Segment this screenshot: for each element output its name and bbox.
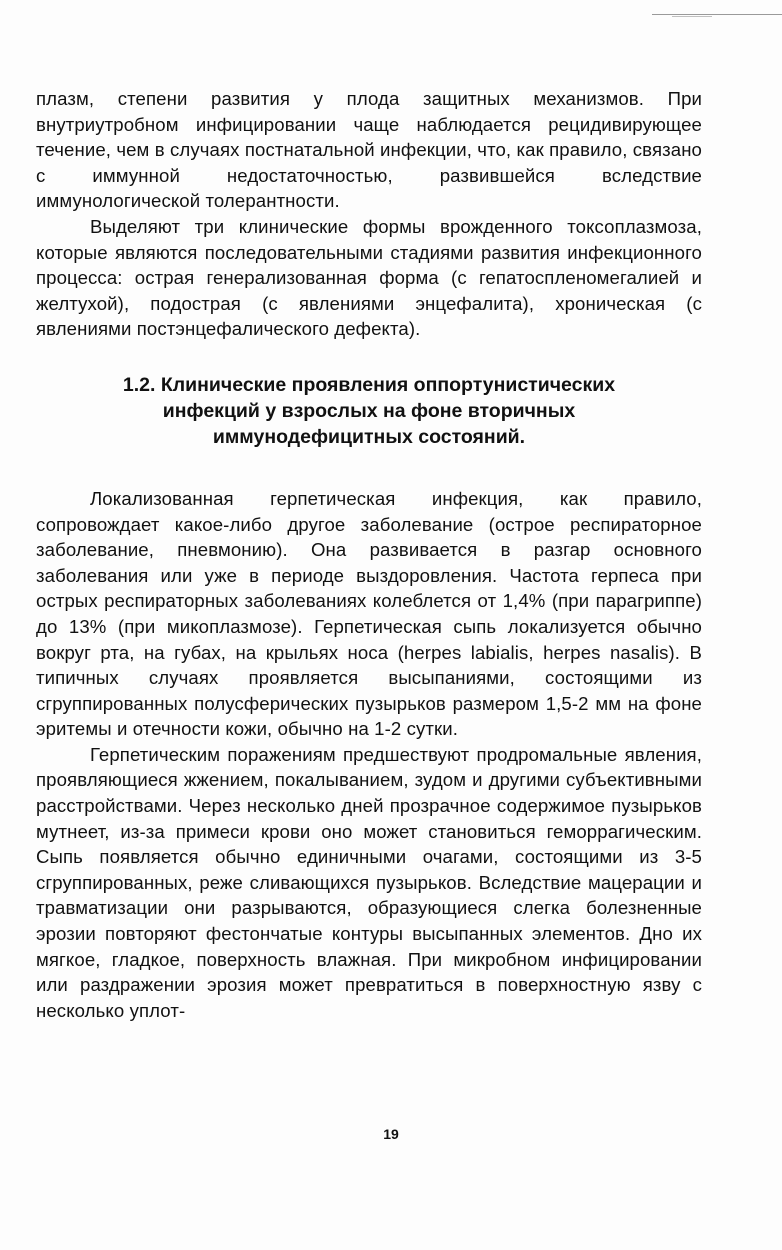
paragraph: Герпетическим поражениям предшествуют продромальные явления, проявляющиеся жжением, покалыванием, зудом и другими субъективными расстройствами. Через несколько дней прозрачное содержимое пузырьков мутнеет, из-за примеси крови оно может становиться геморрагическим. Сыпь появляется обычно единичными очагами, состоящими из 3-5 сгруппированных, реже сливающихся пузырьков. Вследствие мацерации и травматизации они разрываются, образующиеся слегка болезненные эрозии повторяют фестончатые контуры высыпанных элементов. Дно их мягкое, гладкое, поверхность влажная. При микробном инфицировании или раздражении эрозия может превратиться в поверхностную язву с несколько уплот- bbox=[36, 743, 702, 1021]
page-number: 19 bbox=[383, 1126, 399, 1142]
section-heading-line: иммунодефицитных состояний. bbox=[212, 425, 526, 448]
paragraph: Выделяют три клинические формы врожденного токсоплазмоза, которые являются последовательными стадиями развития инфекционного процесса: острая генерализованная форма (с гепатоспленомегалией и желтухой), подострая (с явлениями энцефалита), хроническая (с явлениями постэнцефалического дефекта). bbox=[36, 215, 702, 340]
paragraph: плазм, степени развития у плода защитных механизмов. При внутриутробном инфицировании чаще наблюдается рецидивирующее течение, чем в случаях постнатальной инфекции, что, как правило, связано с иммунной недостаточностью, развившейся вследствие иммунологической толерантности. bbox=[36, 88, 702, 212]
scan-artifact-line bbox=[652, 14, 782, 15]
scan-artifact-line-short bbox=[672, 16, 712, 17]
section-heading bbox=[36, 372, 702, 450]
section-heading-line: инфекций у взрослых на фоне вторичных bbox=[162, 399, 576, 422]
page-body bbox=[36, 86, 702, 1023]
section-heading-line: 1.2. Клинические проявления оппортунистических bbox=[122, 373, 616, 396]
paragraph: Локализованная герпетическая инфекция, как правило, сопровождает какое-либо другое заболевание (острое респираторное заболевание, пневмонию). Она развивается в разгар основного заболевания или уже в периоде выздоровления. Частота герпеса при острых респираторных заболеваниях колеблется от 1,4% (при парагриппе) до 13% (при микоплазмозе). Герпетическая сыпь локализуется обычно вокруг рта, на губах, на крыльях носа (herpes labialis, herpes nasalis). В типичных случаях проявляется высыпаниями, состоящими из сгруппированных полусферических пузырьков размером 1,5-2 мм на фоне эритемы и отечности кожи, обычно на 1-2 сутки. bbox=[36, 487, 702, 740]
